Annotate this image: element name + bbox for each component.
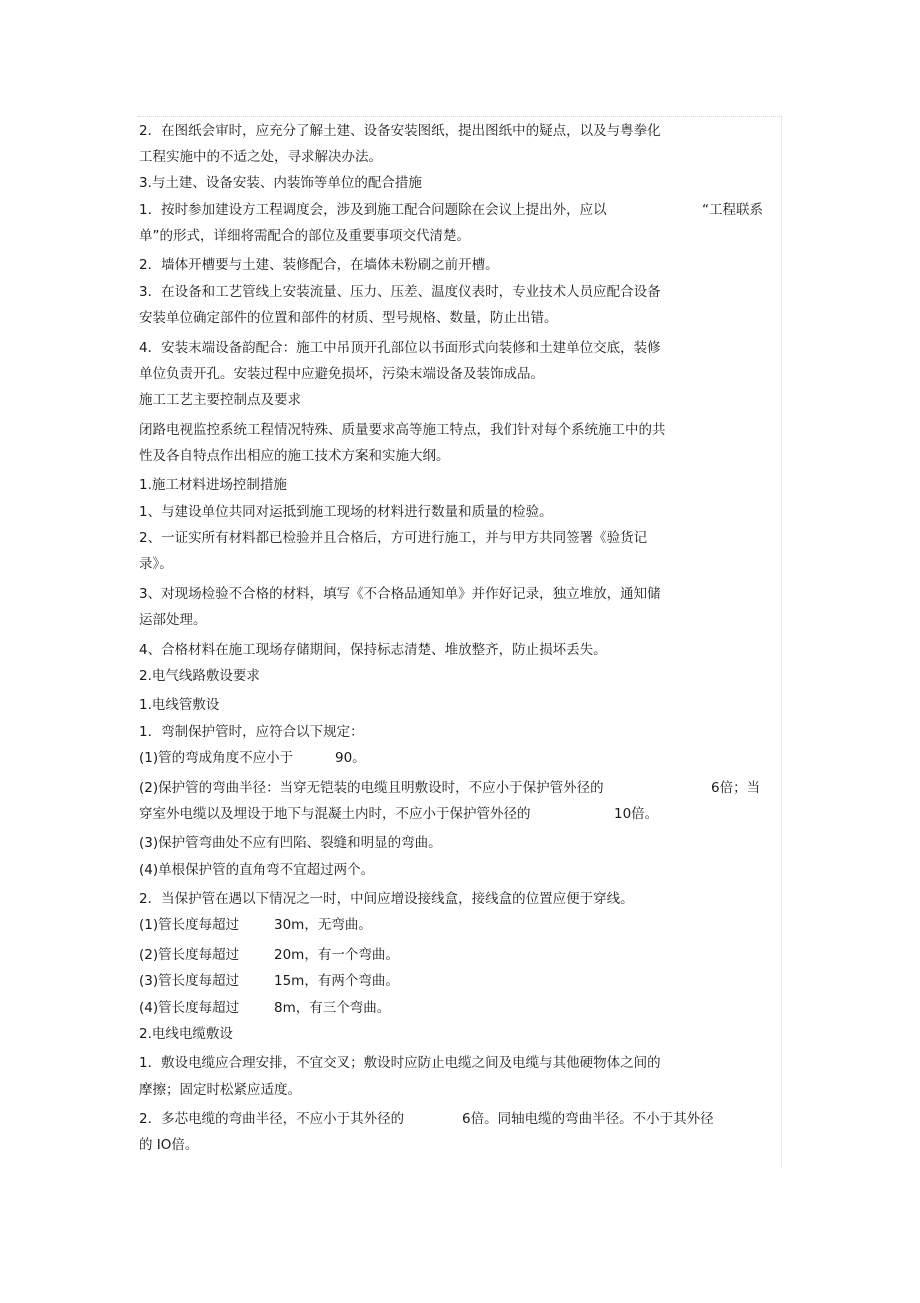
text-line [139, 942, 779, 968]
text-line [139, 886, 779, 912]
text-span: 15m，有两个弯曲。 [274, 973, 399, 990]
text-span: 安装单位确定部件的位置和部件的材质、型号规格、数量，防止出错。 [139, 309, 558, 326]
text-line [139, 118, 779, 144]
text-span: 2．多芯电缆的弯曲半径，不应小于其外径的 [139, 1111, 405, 1128]
text-span: 1、与建设单位共同对运抵到施工现场的材料进行数量和质量的检验。 [139, 503, 553, 520]
text-line [139, 581, 779, 607]
text-line [139, 775, 779, 801]
text-span: (4)单根保护管的直角弯不宜超过两个。 [139, 861, 375, 878]
text-span: 运部处理。 [139, 611, 207, 628]
text-span: 90。 [335, 749, 366, 766]
text-line [139, 830, 779, 856]
text-line [139, 197, 779, 223]
text-span: 10倍。 [614, 805, 659, 822]
text-span: 施工工艺主要控制点及要求 [139, 391, 301, 408]
text-line [139, 995, 779, 1021]
text-line [139, 1077, 779, 1103]
text-span: 3.与土建、设备安装、内装饰等单位的配合措施 [139, 175, 422, 192]
text-line [139, 1050, 779, 1076]
text-line [139, 525, 779, 551]
text-line [139, 499, 779, 525]
document-body [139, 118, 779, 1159]
text-span: (3)管长度每超过 [139, 973, 240, 990]
text-span: (1)管长度每超过 [139, 917, 240, 934]
section-heading [139, 170, 779, 196]
text-span: 4．安装末端设备韵配合：施工中吊顶开孔部位以书面形式向装修和土建单位交底，装修 [139, 339, 661, 356]
text-span: 1．弯制保护管时，应符合以下规定： [139, 723, 364, 740]
text-line [139, 968, 779, 994]
text-span: 单”的形式，详细将需配合的部位及重要事项交代清楚。 [139, 227, 470, 244]
text-line [139, 1106, 779, 1132]
text-span: 闭路电视监控系统工程情况特殊、质量要求高等施工特点，我们针对每个系统施工中的共 [139, 421, 666, 438]
section-heading [139, 663, 779, 689]
text-span: (2)管长度每超过 [139, 947, 240, 964]
text-span: 单位负责开孔。安装过程中应避免损坏，污染末端设备及装饰成品。 [139, 365, 544, 382]
text-line [139, 252, 779, 278]
text-span: 2．墙体开槽要与土建、装修配合，在墙体未粉刷之前开槽。 [139, 257, 499, 274]
section-heading [139, 387, 779, 413]
text-line [139, 443, 779, 469]
section-heading [139, 472, 779, 498]
text-span: 的 IO倍。 [139, 1137, 199, 1154]
text-span: 2、一证实所有材料都已检验并且合格后，方可进行施工，并与甲方共同签署《验货记 [139, 529, 648, 546]
text-span: 摩擦；固定时松紧应适度。 [139, 1081, 301, 1098]
text-line [139, 223, 779, 249]
text-line [139, 305, 779, 331]
text-span: 1．按时参加建设方工程调度会，涉及到施工配合问题除在会议上提出外，应以 [139, 201, 607, 218]
text-line [139, 801, 779, 827]
text-span: 录》。 [139, 556, 173, 572]
text-span: 6倍；当 [711, 779, 761, 796]
text-span: (4)管长度每超过 [139, 999, 240, 1016]
text-line [139, 144, 779, 170]
text-line [139, 637, 779, 663]
text-span: 2．在图纸会审时，应充分了解土建、设备安装图纸，提出图纸中的疑点，以及与粤拳化 [139, 123, 661, 139]
text-span: 8m，有三个弯曲。 [274, 999, 391, 1016]
text-line [139, 912, 779, 938]
text-line [139, 335, 779, 361]
text-line [139, 607, 779, 633]
text-line [139, 417, 779, 443]
text-span: (1)管的弯成角度不应小于 [139, 749, 294, 766]
text-span: 性及各自特点作出相应的施工技术方案和实施大纲。 [139, 447, 450, 464]
section-heading [139, 1021, 779, 1047]
text-span: 30m，无弯曲。 [274, 917, 372, 934]
section-heading [139, 692, 779, 718]
text-line [139, 745, 779, 771]
text-line [139, 719, 779, 745]
text-span: 1．敷设电缆应合理安排，不宜交叉；敷设时应防止电缆之间及电缆与其他硬物体之间的 [139, 1055, 661, 1072]
text-span: 工程实施中的不适之处，寻求解决办法。 [139, 149, 382, 166]
text-span: 穿室外电缆以及埋设于地下与混凝土内时，不应小于保护管外径的 [139, 805, 531, 822]
text-span: 4、合格材料在施工现场存储期间，保持标志清楚、堆放整齐，防止损坏丢失。 [139, 641, 607, 658]
text-span: 2．当保护管在遇以下情况之一时，中间应增设接线盒，接线盒的位置应便于穿线。 [139, 891, 634, 908]
text-line [139, 551, 779, 577]
text-span: (2)保护管的弯曲半径：当穿无铠装的电缆且明敷设时，不应小于保护管外径的 [139, 779, 604, 796]
text-span: 6倍。同轴电缆的弯曲半径。不小于其外径 [462, 1111, 714, 1128]
text-span: 1.施工材料进场控制措施 [139, 477, 287, 494]
text-span: (3)保护管弯曲处不应有凹陷、裂缝和明显的弯曲。 [139, 835, 442, 852]
text-span: 2.电气线路敷设要求 [139, 667, 260, 684]
text-span: 3．在设备和工艺管线上安装流量、压力、压差、温度仪表时，专业技术人员应配合设备 [139, 283, 661, 300]
text-line [139, 361, 779, 387]
text-span: 2.电线电缆敷设 [139, 1025, 233, 1042]
text-line [139, 279, 779, 305]
text-span: “工程联系 [702, 201, 763, 218]
text-line [139, 857, 779, 883]
text-span: 3、对现场检验不合格的材料，填写《不合格品通知单》并作好记录，独立堆放，通知储 [139, 585, 661, 602]
text-span: 20m，有一个弯曲。 [274, 947, 399, 964]
text-line [139, 1132, 779, 1158]
text-span: 1.电线管敷设 [139, 697, 220, 714]
